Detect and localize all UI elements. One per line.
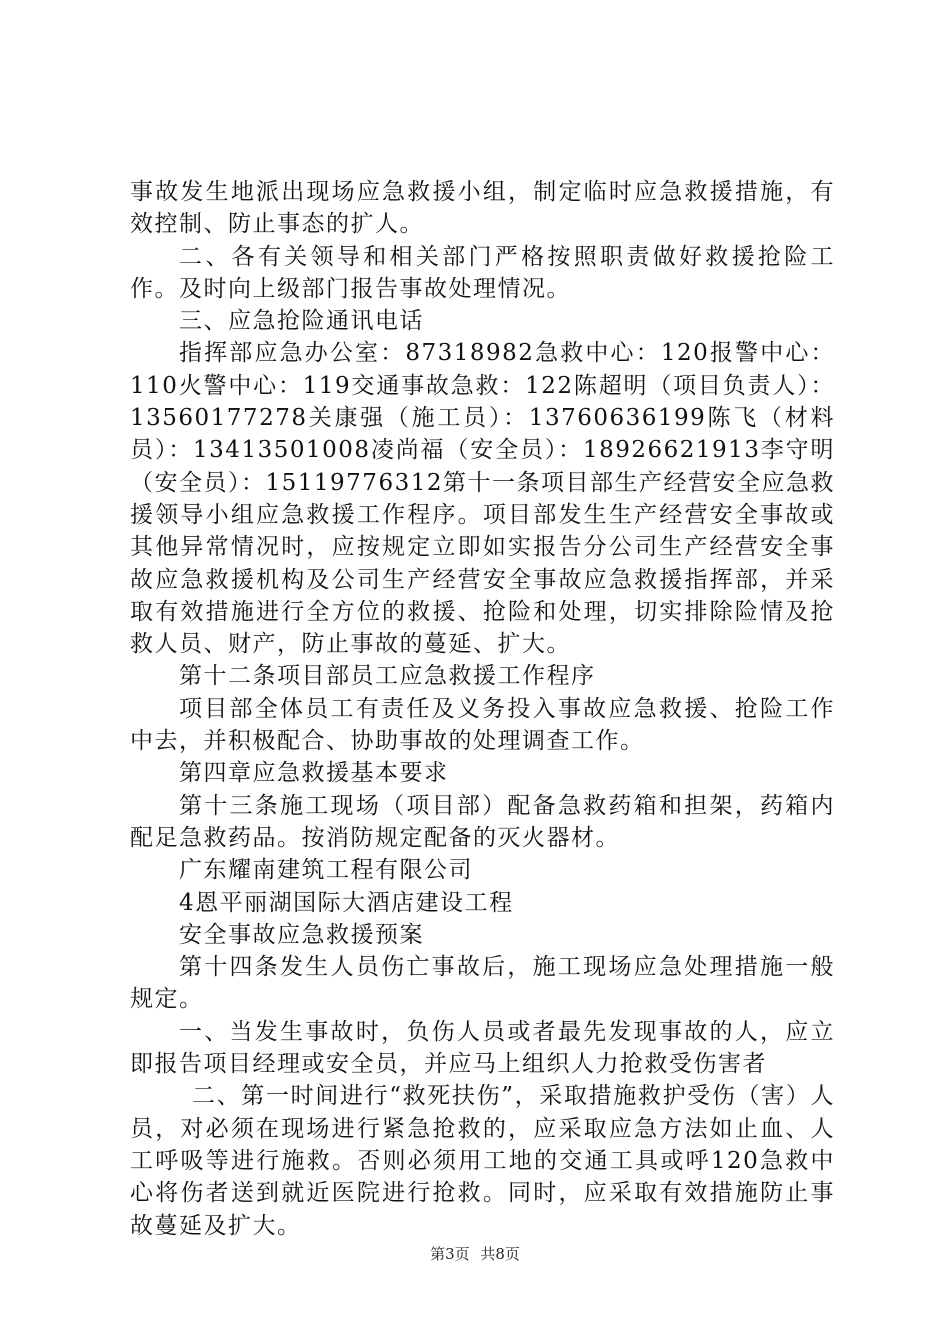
paragraph-2: 二、各有关领导和相关部门严格按照职责做好救援抢险工作。及时向上级部门报告事故处理情况。 [130,243,835,302]
page-number: 第3页 [430,1245,470,1263]
paragraph-11: 安全事故应急救援预案 [179,921,424,948]
paragraph-13: 一、当发生事故时，负伤人员或者最先发现事故的人，应立即报告项目经理或安全员，并应马上组织人力抢救受伤害者 [130,1018,835,1078]
paragraph-9: 广东耀南建筑工程有限公司 [179,857,473,884]
page-total: 共8页 [480,1245,520,1263]
paragraph-7: 第四章应急救援基本要求 [179,760,449,787]
paragraph-14: 二、第一时间进行“救死扶伤”，采取措施救护受伤（害）人员，对必须在现场进行紧急抢救的，应采取应急方法如止血、人工呼吸等进行施救。否则必须用工地的交通工具或呼120急救中心将伤者送到就近医院进行抢救。同时，应采取有效措施防止事故蔓延及扩大。 [130,1083,835,1239]
page-footer [0,1243,950,1264]
paragraph-4: 指挥部应急办公室：87318982急救中心：120报警中心：110火警中心：119交通事故急救：122陈超明（项目负责人）：13560177278关康强（施工员）：13760636199陈飞（材料员）：13413501008凌尚福（安全员）：18926621913李守明（安全员）：15119776312第十一条项目部生产经营安全应急救援领导小组应急救援工作程序。项目部发生生产经营安全事故或其他异常情况时，应按规定立即如实报告分公司生产经营安全事故应急救援机构及公司生产经营安全事故应急救援指挥部，并采取有效措施进行全方位的救援、抢险和处理，切实排除险情及抢救人员、财产，防止事故的蔓延、扩大。 [130,340,835,658]
paragraph-10: 4恩平丽湖国际大酒店建设工程 [179,889,514,916]
paragraph-12: 第十四条发生人员伤亡事故后，施工现场应急处理措施一般规定。 [130,954,835,1013]
paragraph-1: 事故发生地派出现场应急救援小组，制定临时应急救援措施，有效控制、防止事态的扩人。 [130,179,835,238]
paragraph-6: 项目部全体员工有责任及义务投入事故应急救援、抢险工作中去，并积极配合、协助事故的处理调查工作。 [130,695,835,755]
paragraph-8: 第十三条施工现场（项目部）配备急救药箱和担架，药箱内配足急救药品。按消防规定配备的灭火器材。 [130,792,835,851]
document-body [130,176,835,1242]
paragraph-3: 三、应急抢险通讯电话 [179,308,424,335]
paragraph-5: 第十二条项目部员工应急救援工作程序 [179,663,596,690]
